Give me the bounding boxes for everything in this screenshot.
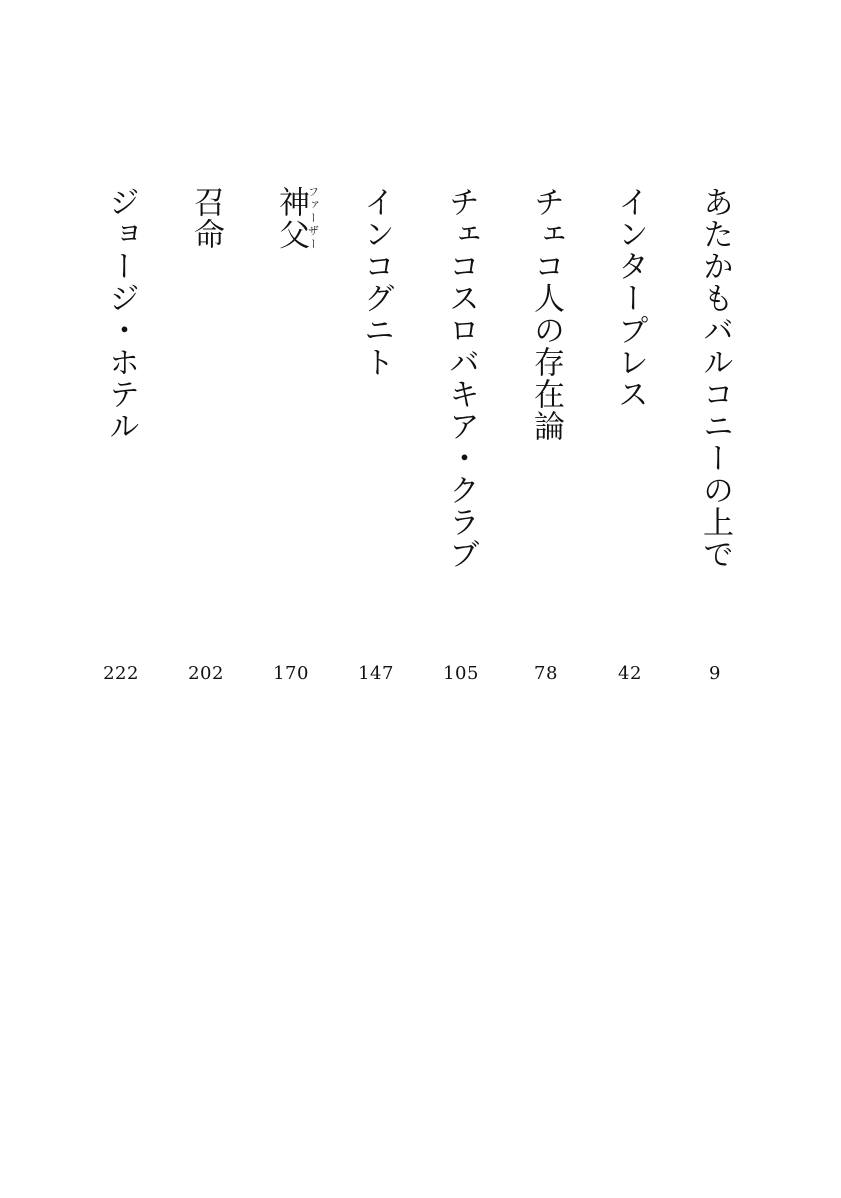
toc-entry-title[interactable]: インタープレス — [612, 186, 648, 410]
toc-entry-title-with-ruby[interactable] — [261, 186, 321, 251]
toc-entry-title[interactable]: インコグニト — [358, 186, 394, 378]
toc-entry-page-number: 78 — [534, 663, 558, 684]
toc-entry-title[interactable]: ジョージ・ホテル — [103, 186, 139, 442]
toc-entry-title[interactable]: チェコ人の存在論 — [528, 186, 564, 442]
toc-entry-page-number: 9 — [709, 663, 721, 684]
toc-entry-page-number: 170 — [273, 663, 309, 684]
toc-entry-page-number: 105 — [443, 663, 479, 684]
toc-entry-ruby-reading: ファーザー — [306, 186, 320, 251]
toc-entry-page-number: 202 — [188, 663, 224, 684]
toc-entry-title[interactable]: 召命 — [188, 186, 224, 250]
toc-entry-page-number: 147 — [358, 663, 394, 684]
toc-entry-title: 神父 — [273, 186, 309, 251]
toc-entry-title[interactable]: あたかもバルコニーの上で — [697, 186, 733, 570]
toc-entry-page-number: 42 — [618, 663, 642, 684]
toc-entry-title[interactable]: チェコスロバキア・クラブ — [443, 186, 479, 570]
toc-entry-page-number: 222 — [103, 663, 139, 684]
